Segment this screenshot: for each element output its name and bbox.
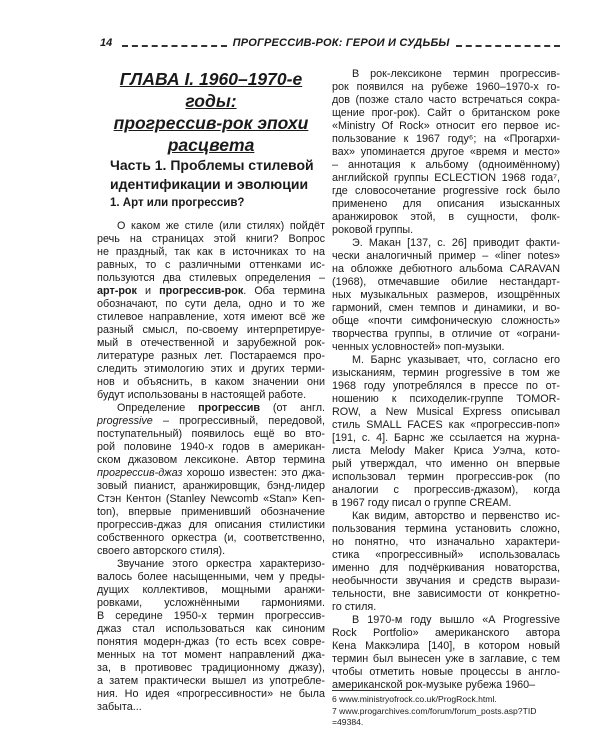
- text-line: ченных условностей» поп-музыки.: [332, 341, 505, 353]
- text-line: Определение прогрессив (от англ.: [117, 402, 326, 414]
- text-line: листа Melody Maker Криса Уэлча, кото-: [332, 445, 560, 457]
- chapter-title-line: прогрессив-рок эпохи: [113, 113, 309, 133]
- text-line: чески аналогичный пример – «liner notes»: [332, 250, 560, 262]
- text-line: – аннотация к альбому (одноимённому): [332, 159, 560, 171]
- text-line: на обложке дебютного альбома CARAVAN: [332, 263, 560, 275]
- text-line: рой половине 1940-х годов в американ-: [97, 441, 325, 453]
- text-line: го стиля.: [332, 601, 377, 613]
- text-line: рок появился на рубеже 1960–1970-х го-: [332, 81, 560, 93]
- paragraph: [332, 614, 560, 692]
- text-line: [191, с. 4]. Барнс же ссылается на журна-: [332, 432, 560, 444]
- bold-term: прогрессив: [198, 402, 261, 414]
- text-line: собственного оркестра (и, соответственно,: [97, 532, 325, 544]
- text-line: литературе разных лет. Постараемся про-: [97, 350, 325, 362]
- text-line: «Ministry Of Rock» относит его первое ис-: [332, 120, 560, 132]
- text-line: а затем практически вышел из употребле-: [97, 675, 325, 687]
- text-line: Звучание этого оркестра характеризо-: [117, 558, 325, 570]
- text-line: ровками, усложнёнными гармониями.: [97, 597, 325, 609]
- paragraph: [97, 402, 325, 558]
- text-line: О каком же стиле (или стилях) пойдёт: [117, 220, 325, 232]
- text-line: за, в противовес традиционному джазу),: [97, 662, 325, 674]
- text-line: стилевое направление, хотя имеют всё же: [97, 311, 325, 323]
- text-line: следить этимологию этих и других терми-: [97, 363, 325, 375]
- text-line: гармоний, смен темпов и динамики, и во-: [332, 302, 560, 314]
- chapter-title-line: ГЛАВА I. 1960–1970-е годы:: [119, 69, 303, 111]
- text-line: необычности звучания и средств вырази-: [332, 575, 560, 587]
- text-line: нов и объяснить, в каком значении они: [97, 376, 325, 388]
- text-line: применено для описания изысканных: [332, 198, 560, 210]
- italic-term: progressive: [97, 415, 153, 427]
- chapter-title: [97, 68, 325, 156]
- text-line: роковой группы.: [332, 224, 414, 236]
- text-line: аранжировок этой, в сущности, фолк-: [332, 211, 560, 223]
- text-line: использовал термин прогрессив-рок (по: [332, 471, 560, 483]
- text-line: пользование к 1967 году⁶; на «Прогархи-: [332, 133, 560, 145]
- text-line: М. Барнс указывает, что, согласно его: [352, 354, 560, 366]
- footnote-rule: [332, 690, 412, 691]
- text-line: изысканиям, термин progressive в том же: [332, 367, 560, 379]
- text-line: американской рок-музыке рубежа 1960–: [332, 679, 536, 691]
- text-line: вах» упоминается другое «время и место»: [332, 146, 560, 158]
- left-column: [97, 220, 325, 714]
- text-line: в 1967 году писал о группе CREAM.: [332, 497, 512, 509]
- paragraph: [97, 220, 325, 402]
- text-line: В середине 1950-х термин прогрессив-: [97, 610, 325, 622]
- footnote: 7 www.progarchives.com/forum/forum_posts.asp?TID: [332, 705, 537, 716]
- text-line: дов (позже стало часто встречаться сокра-: [332, 94, 560, 106]
- chapter-title-line: расцвета: [167, 135, 255, 155]
- text-line: ton), впервые применивший обозначение: [97, 506, 325, 518]
- text-line: арт-рок и прогрессив-рок. Оба термина: [97, 285, 326, 297]
- divider: [122, 45, 226, 47]
- text-line: стиль SMALL FACES как «прогрессив-поп»: [332, 419, 560, 431]
- footnote: =49384.: [332, 717, 364, 727]
- text-line: Rock Portfolio» американского автора: [332, 627, 560, 639]
- text-line: ском джазовом лексиконе. Автор термина: [97, 454, 325, 466]
- text-line: но понятно, что изначально характери-: [332, 536, 560, 548]
- text-line: ношению к психоделик-группе TOMOR-: [332, 393, 560, 405]
- text-line: пользования термина установить сложно,: [332, 523, 560, 535]
- part-title-line: идентификации и эволюции: [110, 176, 309, 192]
- text-line: Э. Макан [137, с. 26] приводит факти-: [352, 237, 560, 249]
- text-line: понятия модерн-джаз (то есть всех совре-: [97, 636, 325, 648]
- text-line: мый в отечественной и зарубежной рок-: [97, 337, 325, 349]
- text-line: английской группы ECLECTION 1968 года⁷,: [332, 172, 560, 184]
- text-line: тельности, вне зависимости от конкретно-: [332, 588, 560, 600]
- text-line: стика «прогрессивный» использовалась: [332, 549, 560, 561]
- text-line: творчества группы, в отличие от «ограни-: [332, 328, 560, 340]
- text-line: равных, то с различными оттенками ис-: [97, 259, 325, 271]
- bold-term: арт-рок: [97, 285, 137, 297]
- page-number: 14: [100, 37, 113, 49]
- part-title: [110, 156, 325, 194]
- paragraph: [332, 68, 560, 237]
- text-line: аналогии с прогрессив-джазом), когда: [332, 484, 560, 496]
- text-line: щение прог-рок). Сайт о британском роке: [332, 107, 560, 119]
- running-head: [100, 35, 560, 51]
- text-line: джаз стал использоваться как синоним: [97, 623, 325, 635]
- text-line: В 1970-м году вышло «A Progressive: [352, 614, 560, 626]
- paragraph: [332, 354, 560, 510]
- text-line: Кена Маккэлира [140], в котором новый: [332, 640, 560, 652]
- text-line: (1968), отмечавшие обилие нестандарт-: [332, 276, 560, 288]
- paragraph: [332, 510, 560, 614]
- text-line: менных на тот момент направлений джа-: [97, 649, 325, 661]
- text-line: рый утверждал, что именно он впервые: [332, 458, 560, 470]
- footnote: 6 www.ministryofrock.co.uk/ProgRock.html.: [332, 694, 497, 704]
- text-line: В рок-лексиконе термин прогрессив-: [352, 68, 560, 80]
- text-line: ных музыкальных размеров, изощрённых: [332, 289, 560, 301]
- text-line: поступательный) появилось ещё во вто-: [97, 428, 325, 440]
- italic-term: прогрессив-джаз: [97, 467, 183, 479]
- running-title: ПРОГРЕССИВ-РОК: ГЕРОИ И СУДЬБЫ: [232, 37, 450, 49]
- text-line: 1968 году употреблялся в прессе по от-: [332, 380, 560, 392]
- text-line: прогрессив-джаз хорошо известен: это джа-: [97, 467, 325, 479]
- text-line: разный смысл, по-своему интерпретируе-: [97, 324, 325, 336]
- text-line: забыта...: [97, 701, 142, 713]
- text-line: прогрессив-джаз для описания стилистики: [97, 519, 325, 531]
- paragraph: [97, 558, 325, 714]
- bold-term: прогрессив-рок: [159, 285, 244, 297]
- paragraph: [332, 237, 560, 354]
- text-line: ROW, а New Musical Express описывал: [332, 406, 560, 418]
- text-line: дущих коллективов, мощными аранжи-: [97, 584, 325, 596]
- text-line: progressive – прогрессивный, передовой,: [97, 415, 325, 427]
- text-line: пользуются два стилевых определения –: [97, 272, 325, 284]
- section-title: 1. Арт или прогрессив?: [110, 197, 245, 209]
- text-line: ния. Но идея «прогрессивности» не была: [97, 688, 325, 700]
- text-line: именно для подчёркивания новаторства,: [332, 562, 560, 574]
- divider: [456, 45, 560, 47]
- text-line: термин был вынесен уже в заглавие, с тем: [332, 653, 560, 665]
- text-line: валось более насыщенными, чем у преды-: [97, 571, 325, 583]
- text-line: обозначают, по сути дела, одно и то же: [97, 298, 325, 310]
- text-line: Стэн Кентон (Stanley Newcomb «Stan» Ken-: [97, 493, 325, 505]
- text-line: не праздный, так как в источниках то на: [97, 246, 325, 258]
- text-line: обще «почти симфоническую сложность»: [332, 315, 560, 327]
- text-line: зовый пианист, аранжировщик, бэнд-лидер: [97, 480, 325, 492]
- right-column: [332, 68, 560, 692]
- text-line: своего авторского стиля).: [97, 545, 226, 557]
- text-line: речь на страницах этой книги? Вопрос: [97, 233, 325, 245]
- part-title-line: Часть 1. Проблемы стилевой: [110, 157, 314, 173]
- text-line: Как видим, авторство и первенство ис-: [352, 510, 560, 522]
- text-line: где словосочетание progressive rock было: [332, 185, 560, 197]
- text-line: будут использованы в настоящей работе.: [97, 389, 307, 401]
- footnotes: [332, 694, 560, 729]
- text-line: чтобы отметить новые процессы в англо-: [332, 666, 560, 678]
